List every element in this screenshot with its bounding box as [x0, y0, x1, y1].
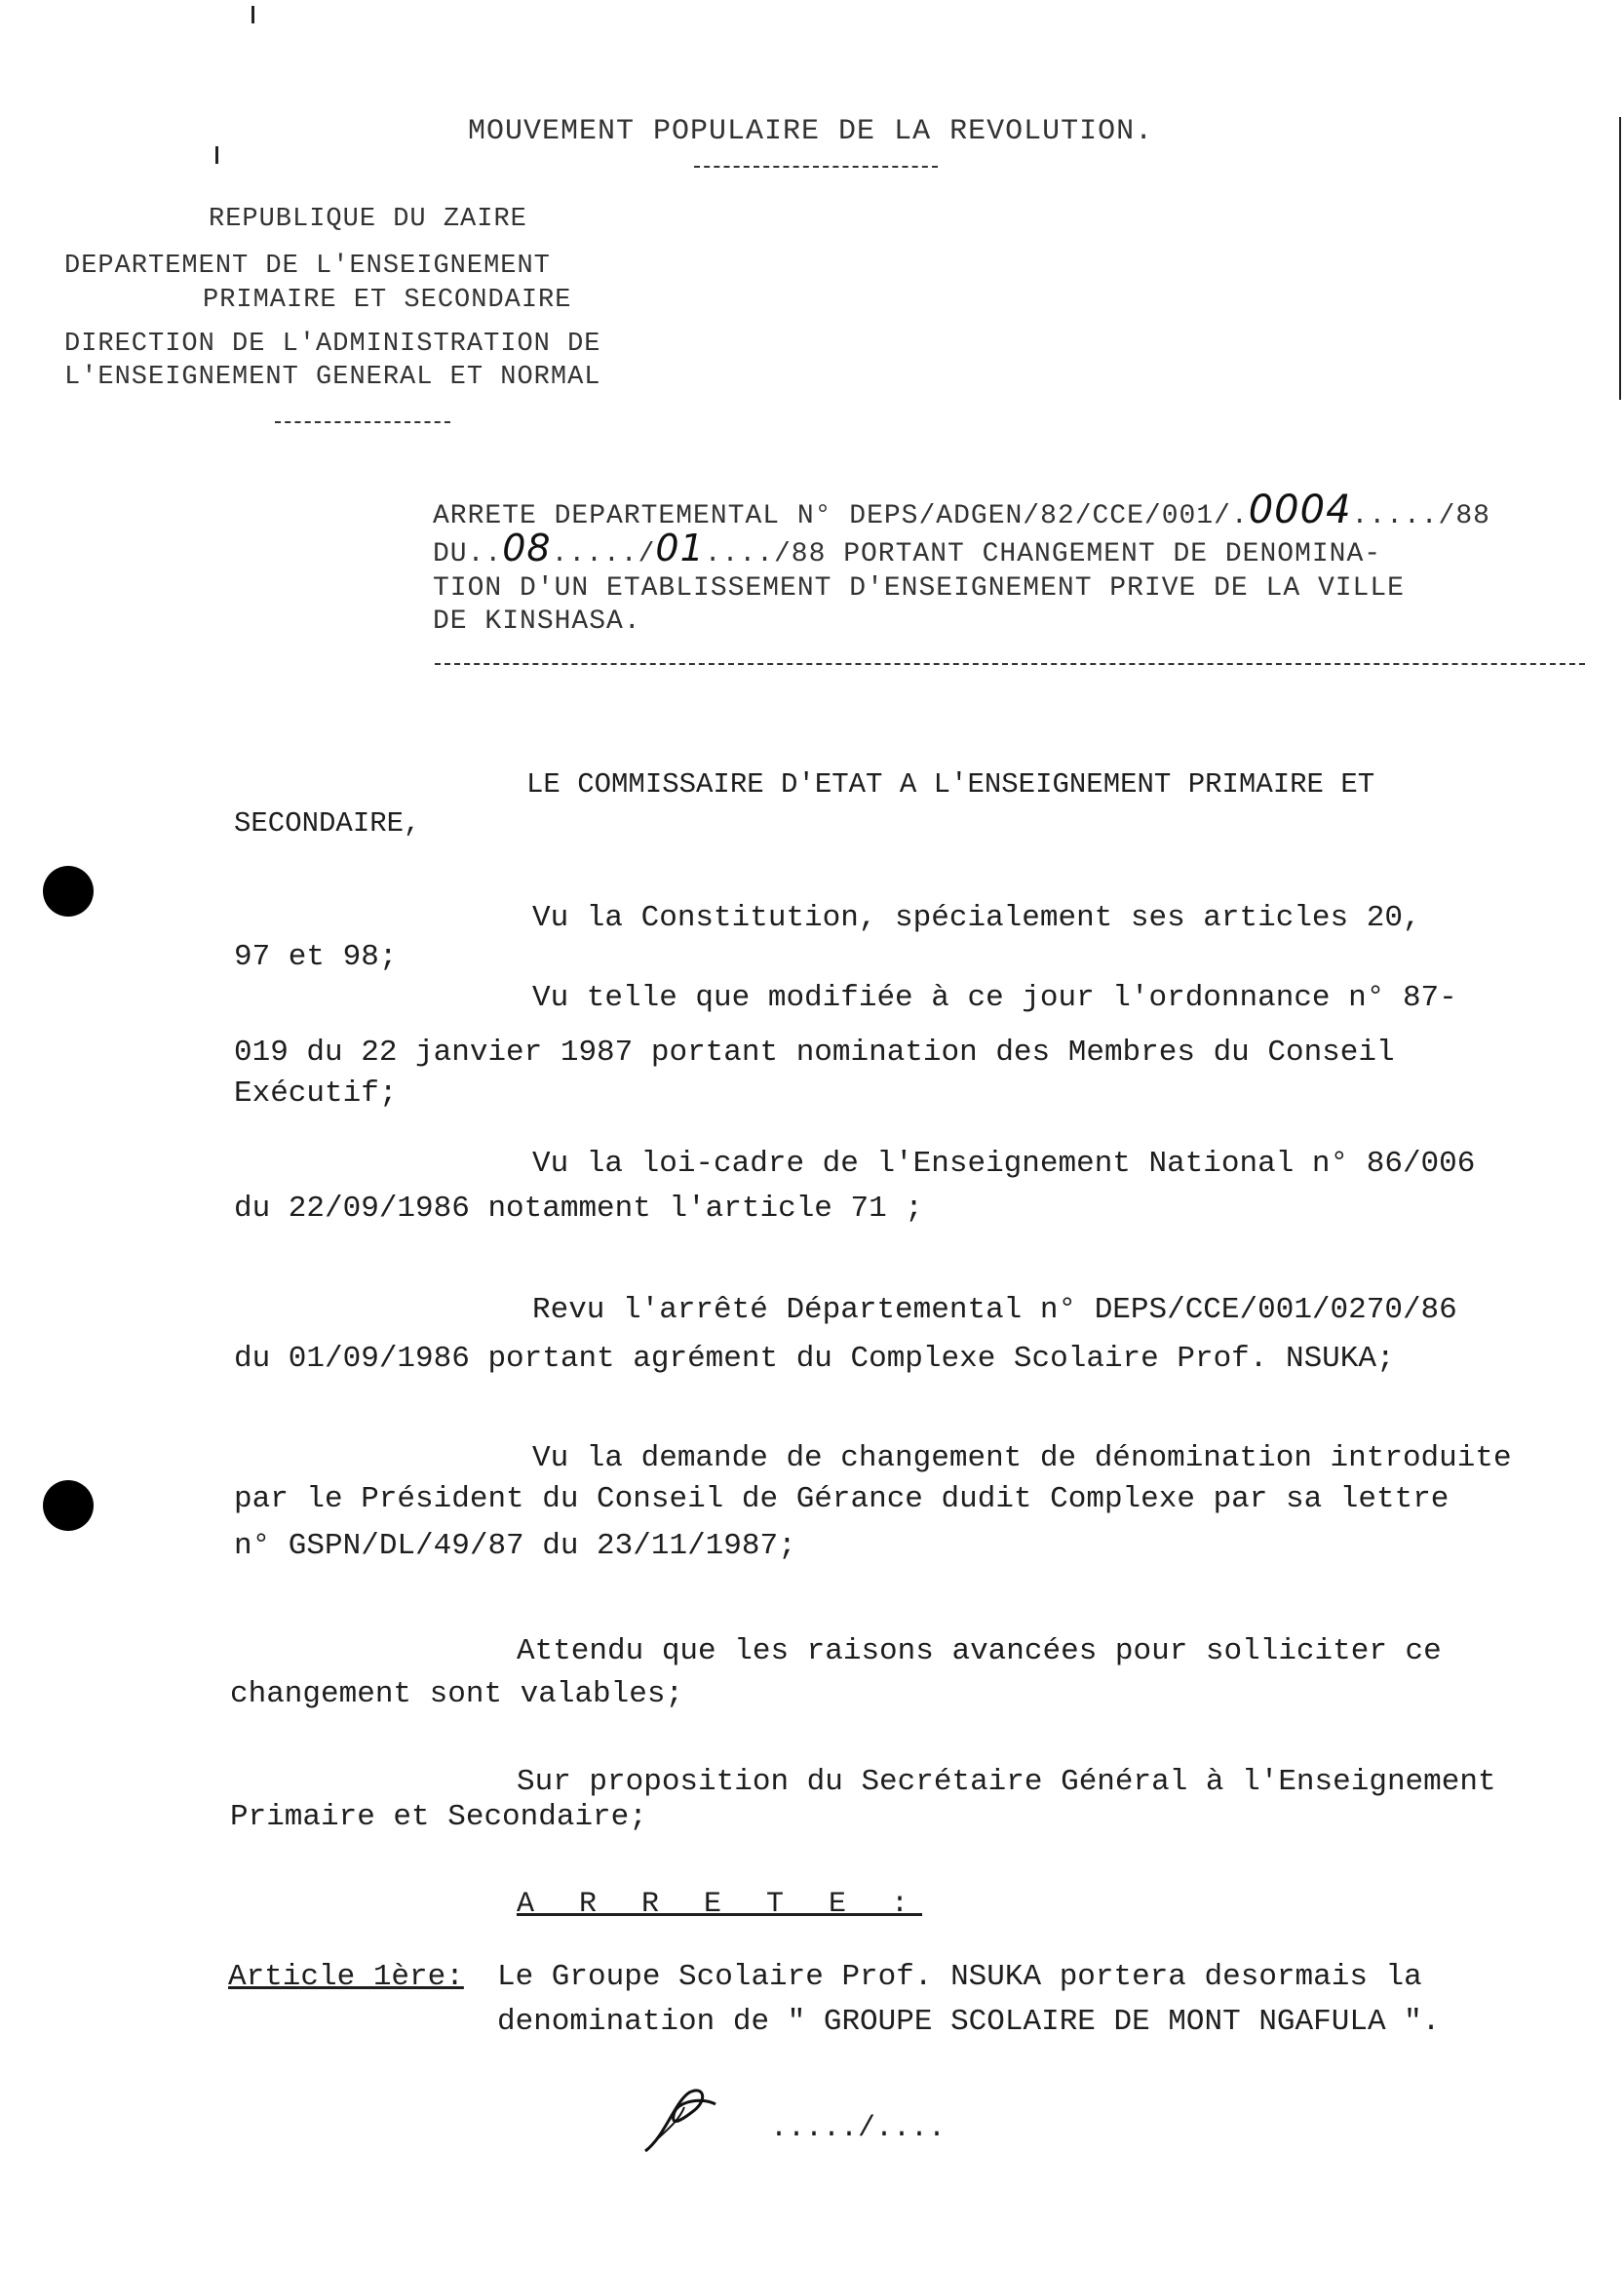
decree-rule: [435, 663, 1585, 665]
paraph-signature: [636, 2083, 723, 2161]
decree-number-handwritten: 0004: [1248, 488, 1352, 532]
demande-line-1: Vu la demande de changement de dénomination introduite: [532, 1441, 1512, 1475]
ordonnance-line-2: 019 du 22 janvier 1987 portant nomination des Membres du Conseil: [234, 1036, 1395, 1070]
loi-cadre-line-1: Vu la loi-cadre de l'Enseignement National n° 86/006: [532, 1147, 1476, 1181]
margin-mark: [215, 146, 218, 164]
arrete-ref-line-2: du 01/09/1986 portant agrément du Complexe Scolaire Prof. NSUKA;: [234, 1342, 1395, 1376]
arrete-heading: A R R E T E :: [517, 1888, 923, 1921]
article-line-2: denomination de " GROUPE SCOLAIRE DE MONT NGAFULA ".: [497, 2005, 1441, 2039]
movement-heading: MOUVEMENT POPULAIRE DE LA REVOLUTION.: [468, 115, 1154, 148]
commissaire-line-2: SECONDAIRE,: [234, 807, 421, 840]
margin-mark: [1619, 117, 1621, 400]
decree-du: DU..: [433, 539, 503, 569]
decree-line-2: [433, 527, 1381, 569]
direction-line-2: L'ENSEIGNEMENT GENERAL ET NORMAL: [64, 363, 601, 392]
decree-suffix: ...../88: [1351, 501, 1490, 531]
demande-line-3: n° GSPN/DL/49/87 du 23/11/1987;: [234, 1529, 796, 1563]
article-line-1: Le Groupe Scolaire Prof. NSUKA portera desormais la: [497, 1960, 1422, 1994]
decree-subject: PORTANT CHANGEMENT DE DENOMINA-: [843, 539, 1382, 569]
ordonnance-line-3: Exécutif;: [234, 1076, 398, 1111]
proposition-line-1: Sur proposition du Secrétaire Général à l'Enseignement: [517, 1765, 1496, 1799]
proposition-line-2: Primaire et Secondaire;: [230, 1800, 647, 1834]
continuation-mark: ...../....: [770, 2112, 947, 2145]
loi-cadre-line-2: du 22/09/1986 notamment l'article 71 ;: [234, 1192, 923, 1226]
republic-name: REPUBLIQUE DU ZAIRE: [209, 205, 527, 234]
department-line-1: DEPARTEMENT DE L'ENSEIGNEMENT: [64, 252, 551, 281]
punch-hole-top: [43, 866, 94, 917]
decree-year: ..../88: [704, 539, 827, 569]
decree-prefix: ARRETE DEPARTEMENTAL N° DEPS/ADGEN/82/CCE/001/.: [433, 501, 1249, 531]
constitution-line-1: Vu la Constitution, spécialement ses articles 20,: [532, 901, 1421, 935]
decree-sep: ...../: [551, 539, 656, 569]
decree-day-handwritten: 08: [502, 527, 552, 569]
commissaire-line-1: LE COMMISSAIRE D'ETAT A L'ENSEIGNEMENT PRIMAIRE ET: [526, 768, 1375, 801]
heading-rule: [694, 166, 938, 168]
margin-mark: [251, 6, 254, 23]
article-label: Article 1ère:: [228, 1960, 464, 1994]
direction-line-1: DIRECTION DE L'ADMINISTRATION DE: [64, 330, 601, 359]
attendu-line-2: changement sont valables;: [230, 1677, 684, 1711]
ordonnance-line-1: Vu telle que modifiée à ce jour l'ordonnance n° 87-: [532, 981, 1457, 1015]
header-rule: [275, 421, 450, 423]
punch-hole-bottom: [43, 1480, 94, 1531]
arrete-ref-line-1: Revu l'arrêté Départemental n° DEPS/CCE/001/0270/86: [532, 1293, 1457, 1327]
demande-line-2: par le Président du Conseil de Gérance dudit Complexe par sa lettre: [234, 1482, 1450, 1516]
attendu-line-1: Attendu que les raisons avancées pour solliciter ce: [517, 1634, 1442, 1668]
department-line-2: PRIMAIRE ET SECONDAIRE: [203, 286, 572, 315]
decree-line-3: TION D'UN ETABLISSEMENT D'ENSEIGNEMENT PRIVE DE LA VILLE: [433, 573, 1405, 604]
decree-month-handwritten: 01: [655, 527, 705, 569]
constitution-line-2: 97 et 98;: [234, 940, 398, 974]
decree-line-4: DE KINSHASA.: [433, 607, 641, 637]
